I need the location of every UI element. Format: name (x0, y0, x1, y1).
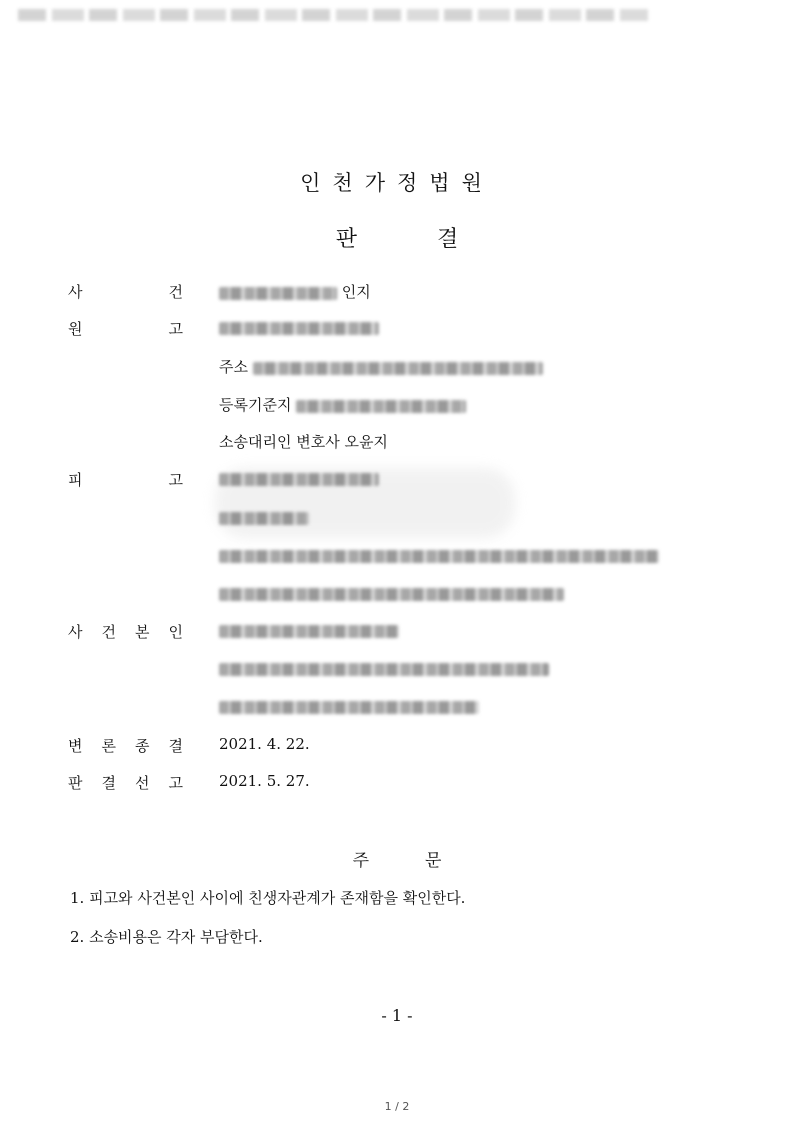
redacted-case-number (219, 287, 337, 300)
defendant-name (219, 469, 379, 487)
case-suffix: 인지 (341, 283, 371, 301)
principal-registry (219, 697, 479, 715)
principal-label: 사 건 본 인 (68, 623, 183, 641)
redacted-defendant-registry (219, 588, 564, 601)
plaintiff-attorney: 소송대리인 변호사 오윤지 (219, 433, 388, 451)
redacted-address (253, 362, 543, 375)
document-title (0, 222, 794, 253)
redacted-principal-address (219, 663, 549, 676)
closing-date: 2021. 4. 22. (219, 735, 310, 753)
defendant-label: 피 고 (68, 471, 183, 489)
principal-name (219, 621, 399, 639)
order-item-2: 2. 소송비용은 각자 부담한다. (70, 928, 263, 946)
sentence-date: 2021. 5. 27. (219, 772, 310, 790)
defendant-registry (219, 584, 564, 602)
closing-label: 변 론 종 결 (68, 737, 183, 755)
principal-address (219, 659, 549, 677)
plaintiff-name (219, 318, 379, 336)
defendant-guardian (219, 508, 309, 526)
redacted-plaintiff-name (219, 322, 379, 335)
order-title: 주 문 (352, 851, 442, 871)
redacted-header-line (18, 9, 648, 21)
page-number: - 1 - (381, 1006, 413, 1025)
redacted-registry (296, 400, 466, 413)
redacted-defendant-last-address (219, 550, 659, 563)
sentence-label: 판 결 선 고 (68, 774, 183, 792)
address-label: 주소 (219, 358, 248, 376)
defendant-last-address (219, 546, 659, 564)
court-name: 인천가정법원 (300, 171, 494, 195)
plaintiff-registry (219, 394, 466, 415)
page-counter: 1 / 2 (384, 1100, 410, 1113)
title-char-1: 판 (335, 227, 357, 252)
redacted-defendant-guardian (219, 512, 309, 525)
registry-label: 등록기준지 (219, 396, 292, 414)
case-label: 사 건 (68, 283, 183, 301)
redacted-defendant-name (219, 473, 379, 486)
title-char-2: 결 (437, 227, 459, 252)
case-value (219, 281, 371, 302)
redacted-principal-name (219, 625, 399, 638)
order-item-1: 1. 피고와 사건본인 사이에 친생자관계가 존재함을 확인한다. (70, 889, 466, 907)
plaintiff-address (219, 356, 543, 377)
plaintiff-label: 원 고 (68, 320, 183, 338)
redacted-principal-registry (219, 701, 479, 714)
